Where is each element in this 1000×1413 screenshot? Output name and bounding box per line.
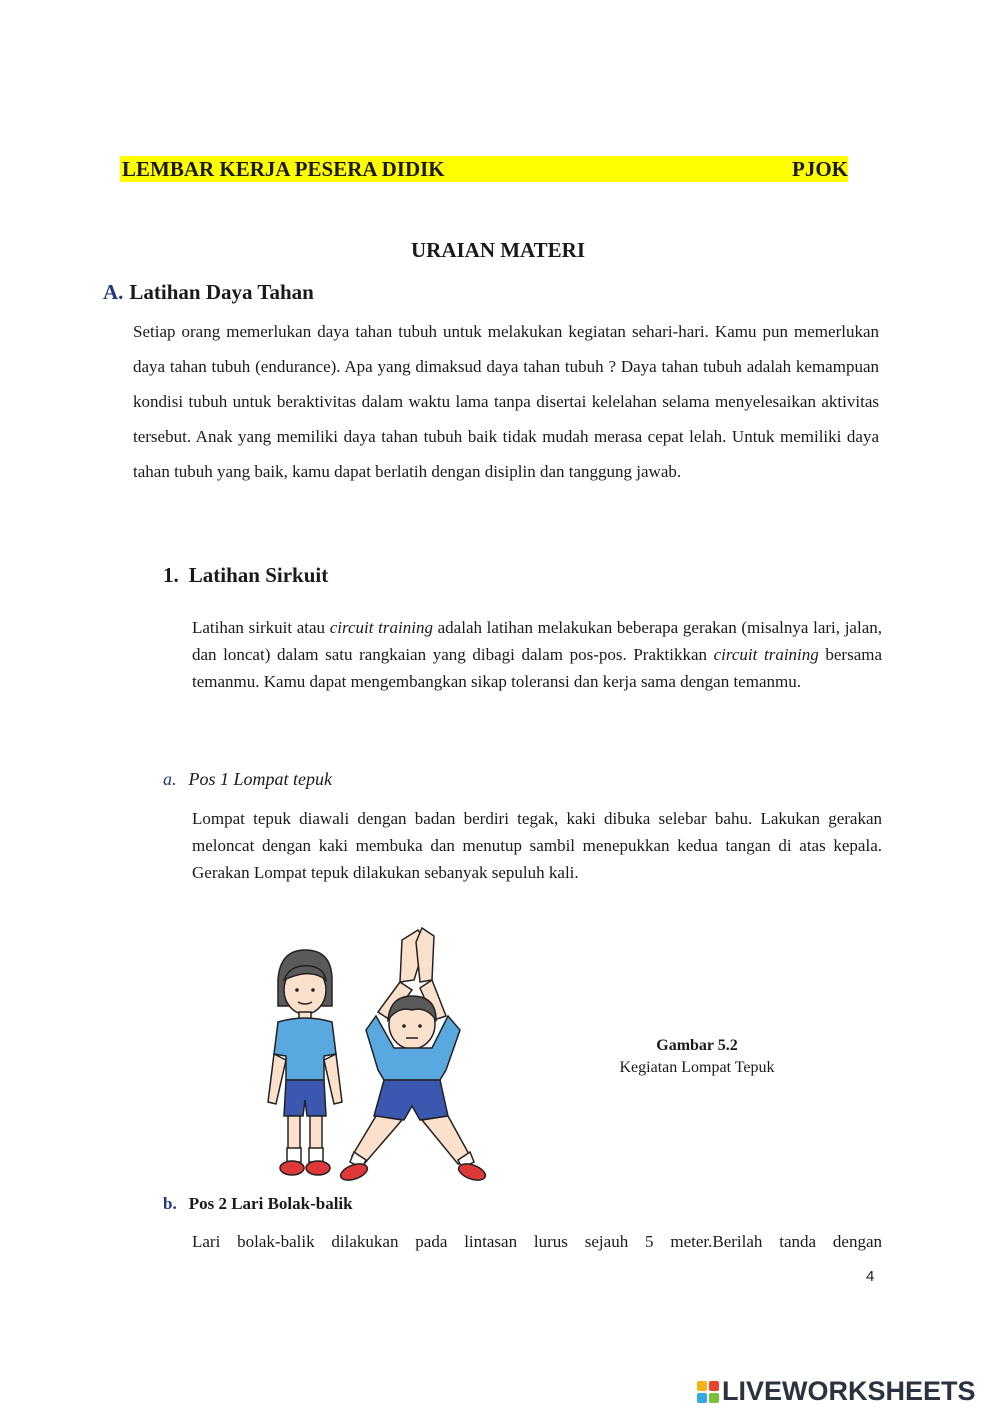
item-a-letter: a. [163,769,177,789]
subsection-1-title: Latihan Sirkuit [188,563,329,587]
page-number: 4 [866,1268,875,1285]
section-a-heading [103,280,314,305]
boy-figure [338,928,487,1183]
item-b-letter: b. [163,1194,177,1213]
item-b-title: Pos 2 Lari Bolak-balik [188,1194,353,1213]
subsection-1-number: 1. [163,563,179,587]
girl-figure [268,950,342,1175]
item-b-paragraph: Lari bolak-balik dilakukan pada lintasan lurus sejauh 5 meter.Berilah tanda dengan [192,1232,882,1251]
subsection-1-paragraph: Latihan sirkuit atau circuit training adalah latihan melakukan beberapa gerakan (misalnya lari, jalan, dan loncat) dalam satu rangkaian yang dibagi dalam pos-pos. Praktikkan circuit training bersama temanmu. Kamu dapat mengembangkan sikap toleransi dan kerja sama dengan temanmu. [192,618,883,691]
section-a-title: Latihan Daya Tahan [129,280,314,304]
page-title: URAIAN MATERI [410,238,586,262]
figure-caption [597,1035,797,1079]
item-a-title: Pos 1 Lompat tepuk [188,769,332,789]
subsection-1-heading [163,563,328,588]
figure-caption-title: Gambar 5.2 [656,1037,738,1054]
figure-caption-text: Kegiatan Lompat Tepuk [619,1059,775,1076]
liveworksheets-logo[interactable] [697,1376,976,1407]
header-subject: PJOK [792,157,848,181]
item-a-paragraph: Lompat tepuk diawali dengan badan berdiri tegak, kaki dibuka selebar bahu. Lakukan gerakan meloncat dengan kaki membuka dan menutup sambil menepukkan kedua tangan di atas kepala. Gerakan Lompat tepuk dilakukan sebanyak sepuluh kali. [192,809,882,882]
liveworksheets-logo-icon [697,1381,719,1403]
item-a-heading [163,769,332,790]
section-a-letter: A. [103,280,124,304]
item-b-heading [163,1194,353,1214]
section-a-paragraph: Setiap orang memerlukan daya tahan tubuh untuk melakukan kegiatan sehari-hari. Kamu pun memerlukan daya tahan tubuh (endurance). Apa yang dimaksud daya tahan tubuh ? Daya tahan tubuh adalah kemampuan kondisi tubuh untuk beraktivitas dalam waktu lama tanpa disertai kelelahan selama menyelesaikan aktivitas tersebut. Anak yang memiliki daya tahan tubuh baik tidak mudah merasa cepat lelah. Untuk memiliki daya tahan tubuh yang baik, kamu dapat berlatih dengan disiplin dan tanggung jawab. [133,322,879,481]
header-title: LEMBAR KERJA PESERA DIDIK [122,157,445,181]
liveworksheets-logo-text: LIVEWORKSHEETS [722,1376,976,1406]
lompat-tepuk-illustration [250,920,510,1190]
